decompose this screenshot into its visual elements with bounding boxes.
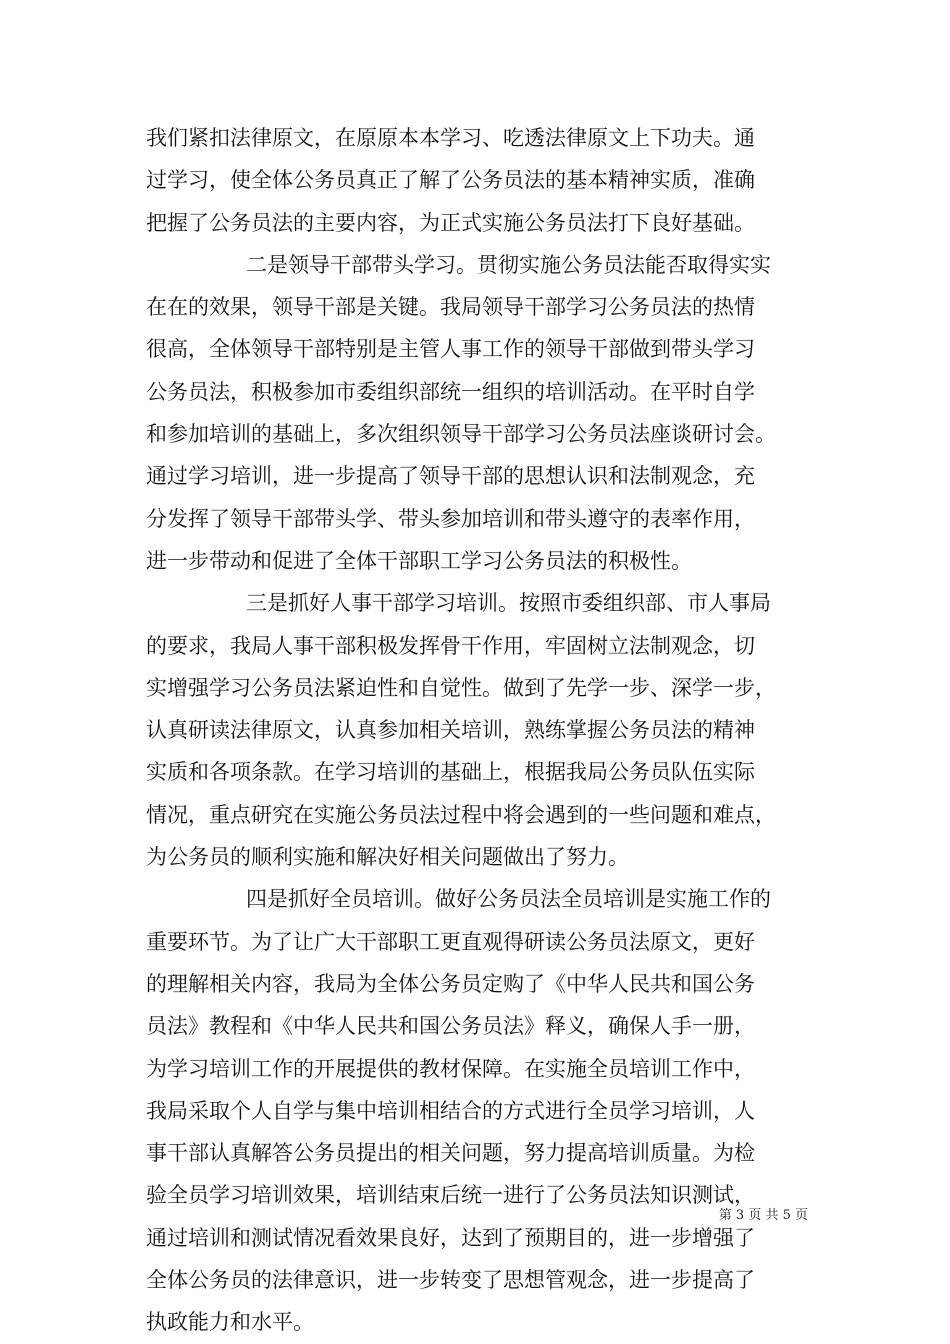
paragraph-start-line: 二是领导干部带头学习。贯彻实施公务员法能否取得实实 — [246, 252, 771, 277]
text-line: 为学习培训工作的开展提供的教材保障。在实施全员培训工作中， — [146, 1056, 755, 1081]
text-line: 通过培训和测试情况看效果良好，达到了预期目的，进一步增强了 — [146, 1225, 755, 1250]
text-line: 为公务员的顺利实施和解决好相关问题做出了努力。 — [146, 845, 629, 870]
text-line: 和参加培训的基础上，多次组织领导干部学习公务员法座谈研讨会。 — [146, 422, 776, 447]
paragraph-start-line: 三是抓好人事干部学习培训。按照市委组织部、市人事局 — [246, 591, 771, 616]
text-line: 重要环节。为了让广大干部职工更直观得研读公务员法原文，更好 — [146, 929, 755, 954]
text-line: 全体公务员的法律意识，进一步转变了思想管观念，进一步提高了 — [146, 1268, 755, 1293]
text-line: 进一步带动和促进了全体干部职工学习公务员法的积极性。 — [146, 548, 692, 573]
text-line: 验全员学习培训效果，培训结束后统一进行了公务员法知识测试， — [146, 1183, 755, 1208]
text-line: 实增强学习公务员法紧迫性和自觉性。做到了先学一步、深学一步， — [146, 675, 776, 700]
body-text — [146, 117, 816, 1344]
paragraph-start-line: 四是抓好全员培训。做好公务员法全员培训是实施工作的 — [246, 887, 771, 912]
text-line: 认真研读法律原文，认真参加相关培训，熟练掌握公务员法的精神 — [146, 718, 755, 743]
text-line: 通过学习培训，进一步提高了领导干部的思想认识和法制观念，充 — [146, 464, 755, 489]
text-line: 执政能力和水平。 — [146, 1310, 314, 1335]
text-line: 在在的效果，领导干部是关键。我局领导干部学习公务员法的热情 — [146, 295, 755, 320]
text-line: 的要求，我局人事干部积极发挥骨干作用，牢固树立法制观念，切 — [146, 633, 755, 658]
text-line: 把握了公务员法的主要内容，为正式实施公务员法打下良好基础。 — [146, 210, 755, 235]
text-line: 员法》教程和《中华人民共和国公务员法》释义，确保人手一册， — [146, 1014, 755, 1039]
text-line: 我们紧扣法律原文，在原原本本学习、吃透法律原文上下功夫。通 — [146, 126, 755, 150]
text-line: 的理解相关内容，我局为全体公务员定购了《中华人民共和国公务 — [146, 971, 755, 996]
text-line: 过学习，使全体公务员真正了解了公务员法的基本精神实质，准确 — [146, 168, 755, 193]
text-line: 很高，全体领导干部特别是主管人事工作的领导干部做到带头学习 — [146, 337, 755, 362]
text-line: 事干部认真解答公务员提出的相关问题，努力提高培训质量。为检 — [146, 1141, 755, 1166]
text-line: 我局采取个人自学与集中培训相结合的方式进行全员学习培训，人 — [146, 1098, 755, 1123]
text-line: 实质和各项条款。在学习培训的基础上，根据我局公务员队伍实际 — [146, 760, 755, 785]
text-line: 公务员法，积极参加市委组织部统一组织的培训活动。在平时自学 — [146, 379, 755, 404]
text-line: 分发挥了领导干部带头学、带头参加培训和带头遵守的表率作用， — [146, 506, 755, 531]
text-line: 情况，重点研究在实施公务员法过程中将会遇到的一些问题和难点， — [146, 802, 776, 827]
page-number-footer: 第 3 页 共 5 页 — [718, 1208, 808, 1223]
